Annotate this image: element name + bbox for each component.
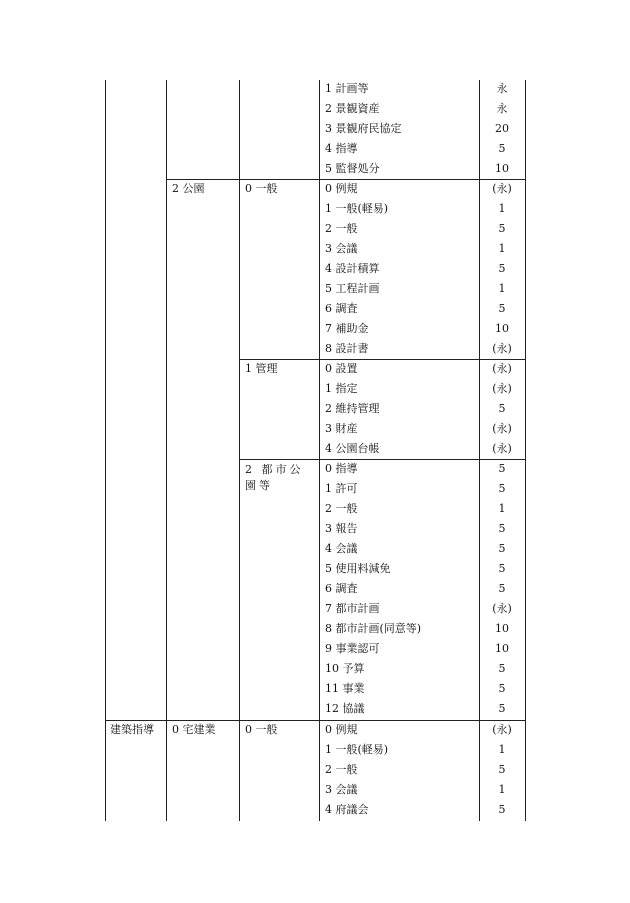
item-label: 1 一般(軽易) [325, 743, 389, 756]
item-label: 3 会議 [325, 783, 358, 796]
item-label: 1 一般(軽易) [325, 202, 389, 215]
item-label: 5 監督処分 [325, 162, 380, 175]
division-building-guidance: 建築指導 [110, 723, 154, 736]
item-retention-period: 5 [498, 142, 506, 155]
category-real-estate: 0 宅建業 [172, 723, 216, 736]
item-retention-period: 5 [498, 302, 506, 315]
item-label: 5 工程計画 [325, 282, 380, 295]
item-retention-period: (永) [492, 602, 512, 615]
column-rule [105, 80, 106, 821]
item-label: 11 事業 [325, 682, 365, 695]
item-retention-period: 10 [495, 322, 509, 335]
item-retention-period: 5 [498, 462, 506, 475]
item-retention-period: (永) [492, 182, 512, 195]
item-label: 4 指導 [325, 142, 358, 155]
item-label: 0 例規 [325, 182, 358, 195]
item-retention-period: 5 [498, 662, 506, 675]
item-retention-period: 10 [495, 162, 509, 175]
subcategory-management: 1 管理 [245, 362, 278, 375]
item-retention-period: (永) [492, 723, 512, 736]
item-label: 0 設置 [325, 362, 358, 375]
item-label: 4 会議 [325, 542, 358, 555]
item-label: 3 報告 [325, 522, 358, 535]
item-label: 0 指導 [325, 462, 358, 475]
item-label: 10 予算 [325, 662, 365, 675]
column-rule [166, 80, 167, 821]
item-label: 4 設計積算 [325, 262, 380, 275]
column-rule [319, 80, 320, 821]
item-retention-period: 20 [495, 122, 509, 135]
subcategory-general-2: 0 一般 [245, 723, 278, 736]
item-label: 0 例規 [325, 723, 358, 736]
item-retention-period: 5 [498, 682, 506, 695]
item-retention-period: 5 [498, 702, 506, 715]
subcategory-urban-parks: 2 都市公園等 [245, 463, 304, 492]
item-label: 1 許可 [325, 482, 358, 495]
item-retention-period: 1 [498, 502, 506, 515]
item-retention-period: (永) [492, 382, 512, 395]
item-retention-period: 10 [495, 622, 509, 635]
item-label: 6 調査 [325, 582, 358, 595]
item-retention-period: (永) [492, 422, 512, 435]
item-retention-period: 1 [498, 202, 506, 215]
item-label: 2 一般 [325, 502, 358, 515]
item-label: 6 調査 [325, 302, 358, 315]
item-label: 2 一般 [325, 222, 358, 235]
item-label: 7 都市計画 [325, 602, 380, 615]
item-retention-period: 5 [498, 482, 506, 495]
row-rule [105, 720, 525, 721]
item-retention-period: 永 [496, 82, 508, 95]
item-label: 12 協議 [325, 702, 365, 715]
item-label: 3 会議 [325, 242, 358, 255]
item-label: 2 景観資産 [325, 102, 380, 115]
item-retention-period: 5 [498, 262, 506, 275]
item-label: 2 維持管理 [325, 402, 380, 415]
item-label: 9 事業認可 [325, 642, 380, 655]
item-label: 8 設計書 [325, 342, 369, 355]
item-label: 1 指定 [325, 382, 358, 395]
item-retention-period: 5 [498, 522, 506, 535]
item-retention-period: (永) [492, 362, 512, 375]
item-retention-period: 5 [498, 402, 506, 415]
column-rule [239, 80, 240, 821]
item-retention-period: (永) [492, 342, 512, 355]
subcategory-general: 0 一般 [245, 182, 278, 195]
column-rule [525, 80, 526, 821]
item-retention-period: 5 [498, 582, 506, 595]
item-label: 4 府議会 [325, 803, 369, 816]
item-retention-period: 1 [498, 783, 506, 796]
item-retention-period: 5 [498, 562, 506, 575]
category-park: 2 公園 [172, 182, 205, 195]
item-label: 4 公園台帳 [325, 442, 380, 455]
item-label: 2 一般 [325, 763, 358, 776]
item-retention-period: 10 [495, 642, 509, 655]
item-label: 8 都市計画(同意等) [325, 622, 422, 635]
item-label: 3 財産 [325, 422, 358, 435]
item-retention-period: 永 [496, 102, 508, 115]
item-retention-period: 1 [498, 743, 506, 756]
item-retention-period: 5 [498, 542, 506, 555]
item-retention-period: (永) [492, 442, 512, 455]
item-label: 1 計画等 [325, 82, 369, 95]
item-retention-period: 5 [498, 763, 506, 776]
item-retention-period: 1 [498, 242, 506, 255]
item-label: 7 補助金 [325, 322, 369, 335]
item-retention-period: 5 [498, 222, 506, 235]
item-label: 5 使用料減免 [325, 562, 391, 575]
item-label: 3 景観府民協定 [325, 122, 402, 135]
item-retention-period: 5 [498, 803, 506, 816]
item-retention-period: 1 [498, 282, 506, 295]
